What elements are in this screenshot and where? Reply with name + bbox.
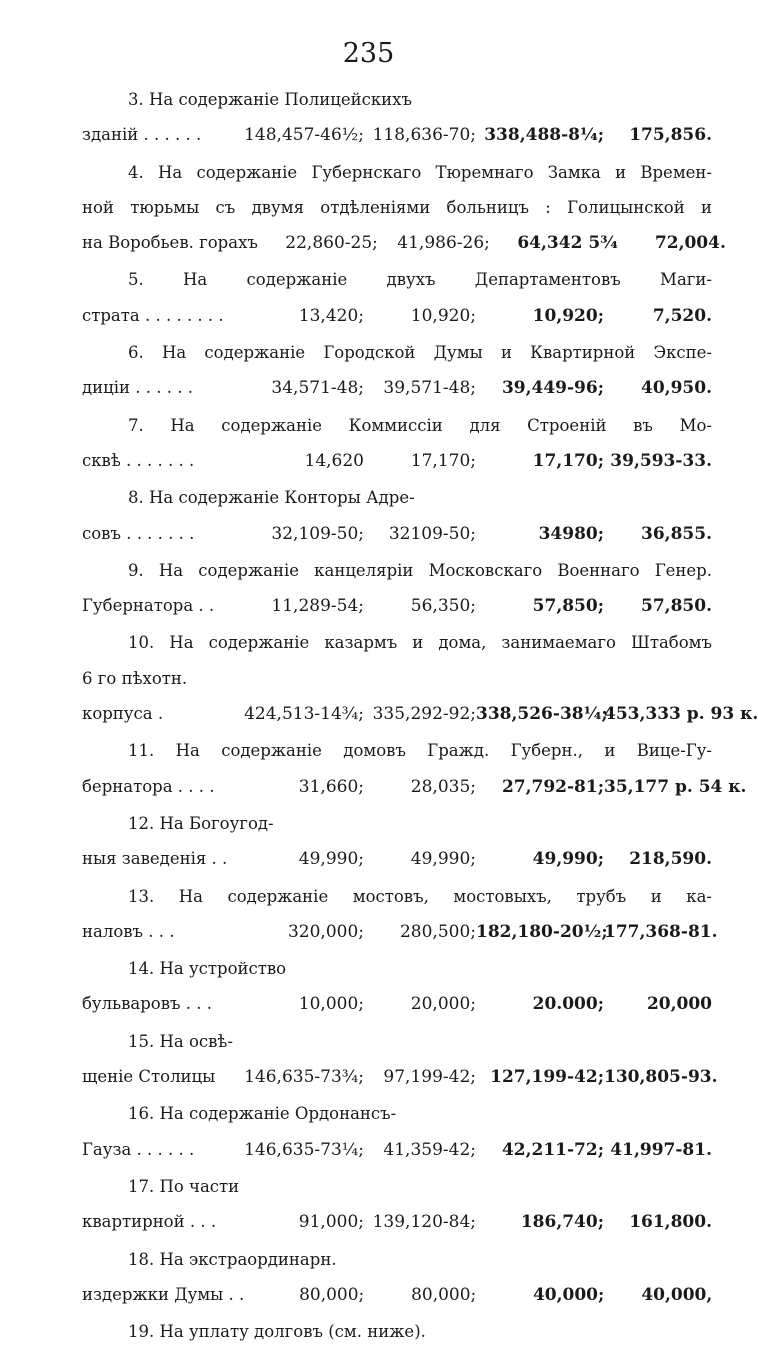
entry-value-2: 280,500; [399,921,476,942]
entry-lead-text: Гауза . . . . . . [82,1139,195,1159]
entry-value-2: 17,170; [410,450,476,471]
entry-lead-text: зданій . . . . . . [82,125,202,145]
budget-entry [82,82,712,153]
budget-entry [82,879,718,950]
page-number: 235 [342,38,395,69]
entry-value-2: 20,000; [410,994,476,1015]
entry-value-1: 11,289-54; [271,596,364,617]
entry-value-3: 20.000; [532,994,604,1015]
entry-values-row [82,1204,712,1239]
budget-entry [82,553,712,624]
entry-value-3: 127,199-42; [490,1067,604,1088]
entry-value-1: 146,635-73¾; [244,1067,364,1088]
entry-heading: 15. На освѣ- [128,1031,233,1051]
entry-heading: 8. На содержаніе Конторы Адре- [128,488,415,508]
entry-value-1: 31,660; [298,776,364,797]
entry-lead-text: бернатора . . . . [82,776,215,796]
entry-value-4: 218,590. [629,849,712,870]
budget-entry [82,1096,712,1167]
entry-value-1: 34,571-48; [271,378,364,399]
entry-values-row [82,298,712,333]
entry-heading: 13. На содержаніе мостовъ, мостовыхъ, трубъ и ка- [128,886,712,906]
entry-values-row [82,841,712,876]
entry-heading: 9. На содержаніе канцеляріи Московскаго Военнаго Генер. [128,560,712,580]
entry-values-row [82,1059,718,1094]
entry-value-1: 146,635-73¼; [244,1139,364,1160]
entry-lead-text: Губернатора . . [82,596,215,616]
entry-value-4: 40,000, [641,1284,713,1305]
entry-lead-text: совъ . . . . . . . [82,523,195,543]
entry-value-1: 148,457-46½; [244,125,364,146]
entry-heading-continuation: ной тюрьмы съ двумя отдѣленіями больницъ : Голицынской и [82,197,712,217]
budget-entry [82,1242,712,1313]
entry-value-4: 453,333 р. 93 к. [604,704,758,725]
entry-value-2: 118,636-70; [372,125,476,146]
budget-entry [82,733,747,804]
budget-entry [82,806,712,877]
entry-value-2: 32109-50; [388,523,476,544]
entry-value-3: 182,180-20½; [476,921,608,942]
entry-value-2: 39,571-48; [383,378,476,399]
entry-value-2: 335,292-92; [372,704,476,725]
entry-value-3: 27,792-81; [501,776,604,797]
entry-value-2: 80,000; [411,1284,477,1305]
entry-value-3: 39,449-96; [501,378,604,399]
entry-heading: 10. На содержаніе казармъ и дома, занимаемаго Штабомъ [128,633,712,653]
entry-value-4: 40,950. [641,378,712,399]
budget-entry [82,408,712,479]
budget-entry [82,480,712,551]
entry-values-row [82,443,712,478]
entry-heading: 3. На содержаніе Полицейскихъ [128,90,412,109]
entry-values-row [82,516,712,551]
budget-entry [82,335,712,406]
budget-entry [82,1169,712,1240]
entry-value-1: 424,513-14¾; [244,704,364,725]
entry-value-4: 161,800. [629,1212,712,1233]
entry-value-3: 338,488-8¼; [484,125,604,146]
entry-heading: 18. На экстраординарн. [128,1249,337,1269]
entry-value-1: 22,860-25; [285,233,378,254]
entry-value-3: 64,342 5¾ [517,233,618,254]
budget-entry [82,262,712,333]
entry-value-1: 91,000; [298,1212,364,1233]
budget-entry [82,625,758,731]
entry-value-1: 320,000; [287,921,364,942]
entry-value-3: 338,526-38¼; [476,704,608,725]
entry-heading: 6. На содержаніе Городской Думы и Квартирной Экспе- [128,343,712,363]
entry-value-3: 17,170; [532,450,604,471]
entry-value-3: 186,740; [520,1212,604,1233]
entry-value-2: 10,920; [410,305,476,326]
entry-lead-text: страта . . . . . . . . [82,305,224,325]
entry-heading: 11. На содержаніе домовъ Гражд. Губерн., и Вице-Гу- [128,741,712,761]
entry-value-1: 14,620 [304,450,364,471]
entry-value-3: 40,000; [532,1284,605,1305]
entry-values-row [82,588,712,623]
entry-values-row [82,1277,712,1312]
entry-lead-text: ныя заведенія . . [82,849,228,869]
entry-values-row [82,370,712,405]
entry-values-row [82,914,718,949]
entry-value-4: 35,177 р. 54 к. [604,776,747,797]
budget-entry [82,1314,712,1349]
entry-heading: 5. На содержаніе двухъ Департаментовъ Маги- [128,270,712,290]
entry-value-2: 41,359-42; [383,1139,476,1160]
entry-value-4: 130,805-93. [604,1067,718,1088]
budget-entry [82,1024,718,1095]
budget-entry [82,155,726,261]
entry-value-3: 49,990; [532,849,604,870]
entry-heading-continuation: 6 го пѣхотн. [82,668,188,688]
entry-value-4: 175,856. [629,125,712,146]
budget-entries-list [82,82,758,1351]
entry-lead-text: корпуса . [82,704,164,724]
entry-value-2: 139,120-84; [372,1212,476,1233]
entry-value-2: 56,350; [410,596,476,617]
entry-lead-text: диціи . . . . . . [82,378,193,398]
entry-heading: 16. На содержаніе Ордонансъ- [128,1104,397,1124]
entry-value-3: 57,850; [532,596,604,617]
entry-heading: 14. На устройство [128,959,287,979]
entry-lead-text: на Воробьев. горахъ [82,233,258,253]
entry-values-row [82,986,712,1021]
entry-value-2: 28,035; [410,776,476,797]
entry-lead-text: щеніе Столицы [82,1067,216,1087]
entry-heading: 12. На Богоугод- [128,813,274,833]
entry-value-3: 10,920; [532,305,604,326]
entry-value-2: 41,986-26; [397,233,490,254]
entry-values-row [82,769,747,804]
entry-value-4: 7,520. [652,305,712,326]
entry-heading: 7. На содержаніе Коммиссіи для Строеній въ Мо- [128,415,712,435]
entry-value-1: 10,000; [298,994,364,1015]
entry-value-3: 34980; [538,523,604,544]
entry-values-row [82,1132,712,1167]
entry-value-4: 57,850. [641,596,712,617]
entry-value-1: 32,109-50; [271,523,364,544]
entry-value-4: 72,004. [654,233,726,254]
entry-values-row [82,225,726,260]
entry-lead-text: издержки Думы . . [82,1284,245,1304]
entry-value-4: 41,997-81. [610,1139,712,1160]
entry-value-1: 49,990; [298,849,364,870]
entry-value-2: 49,990; [410,849,476,870]
entry-lead-text: сквѣ . . . . . . . [82,450,195,470]
entry-heading: 4. На содержаніе Губернскаго Тюремнаго Замка и Времен- [128,162,712,182]
entry-value-4: 177,368-81. [604,921,718,942]
entry-lead-text: наловъ . . . [82,921,175,941]
entry-lead-text: бульваровъ . . . [82,994,212,1014]
entry-value-1: 13,420; [298,305,364,326]
entry-heading: 19. На уплату долговъ (см. ниже). [128,1322,426,1342]
entry-value-2: 97,199-42; [383,1067,476,1088]
entry-values-row [82,117,712,152]
entry-heading: 17. По части [128,1176,240,1196]
entry-value-3: 42,211-72; [501,1139,604,1160]
entry-value-4: 20,000 [646,994,712,1015]
entry-value-4: 36,855. [641,523,712,544]
entry-values-row [82,696,758,731]
budget-entry [82,951,712,1022]
entry-value-1: 80,000; [299,1284,365,1305]
entry-value-4: 39,593-33. [610,450,712,471]
entry-lead-text: квартирной . . . [82,1212,217,1232]
